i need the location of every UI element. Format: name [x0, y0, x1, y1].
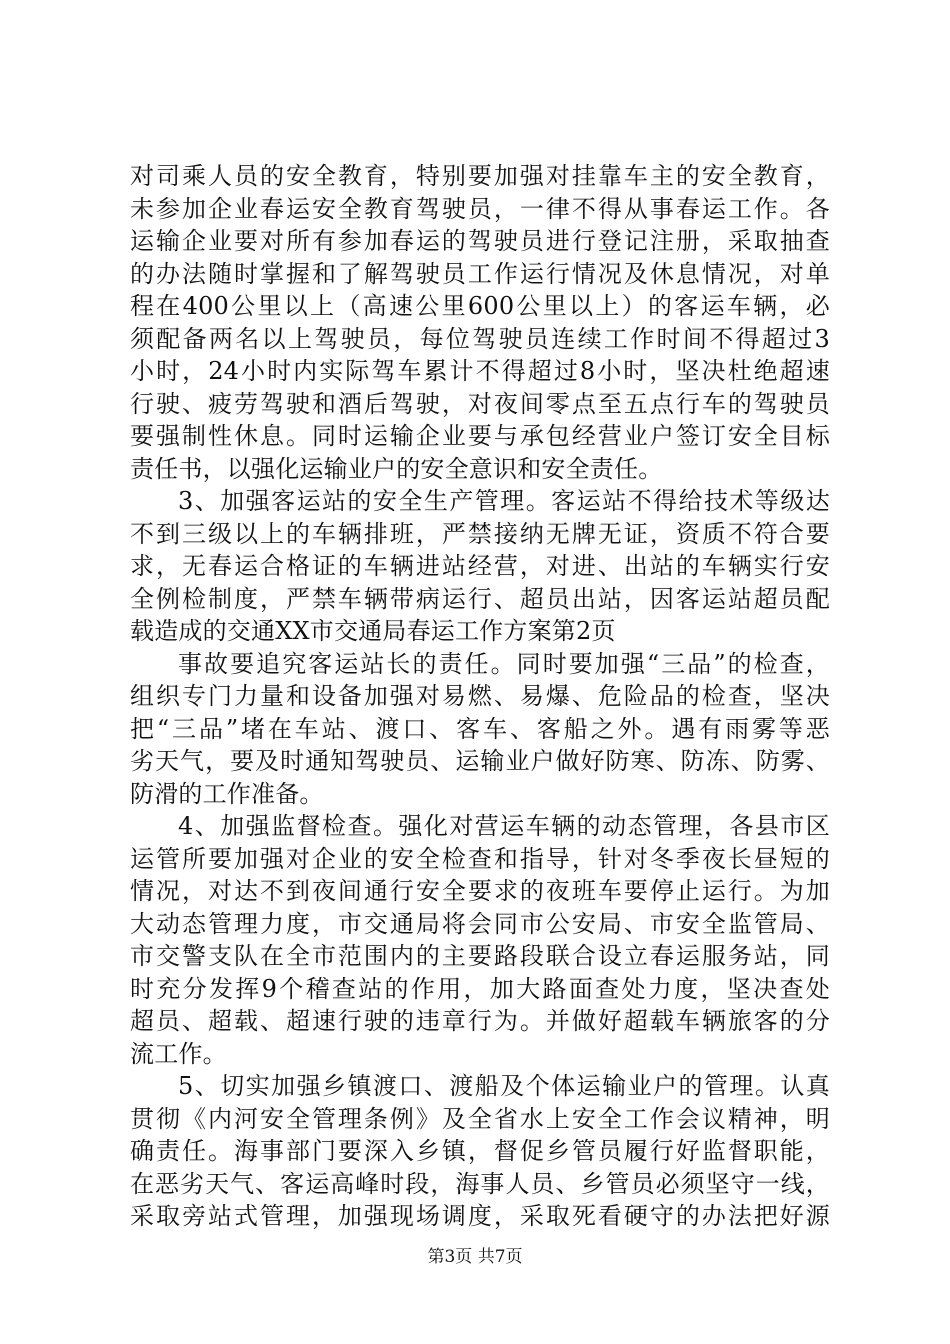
text-line: 全例检制度，严禁车辆带病运行、超员出站，因客运站超员配	[130, 584, 830, 613]
text-line: 市交警支队在全市范围内的主要路段联合设立春运服务站，同	[130, 942, 830, 970]
text-line: 劣天气，要及时通知驾驶员、运输业户做好防寒、防冻、防雾、	[130, 747, 830, 775]
paragraph-start-line: 5、切实加强乡镇渡口、渡船及个体运输业户的管理。认真	[178, 1072, 830, 1100]
text-line: 情况，对达不到夜间通行安全要求的夜班车要停止运行。为加	[130, 877, 830, 905]
page-number-footer: 第3页 共7页	[427, 1247, 523, 1267]
text-line: 要强制性休息。同时运输企业要与承包经营业户签订安全目标	[130, 422, 830, 450]
text-line: 超员、超载、超速行驶的违章行为。并做好超载车辆旅客的分	[130, 1007, 830, 1035]
text-line: 防滑的工作准备。	[130, 779, 324, 808]
text-line: 不到三级以上的车辆排班，严禁接纳无牌无证，资质不符合要	[130, 519, 830, 548]
paragraph-start-line: 3、加强客运站的安全生产管理。客运站不得给技术等级达	[178, 487, 830, 515]
text-line: 确责任。海事部门要深入乡镇，督促乡管员履行好监督职能，	[130, 1137, 830, 1165]
text-line: 时充分发挥9个稽查站的作用，加大路面查处力度，坚决查处	[130, 974, 830, 1003]
text-line: 小时，24小时内实际驾车累计不得超过8小时，坚决杜绝超速	[130, 357, 830, 385]
text-line: 运输企业要对所有参加春运的驾驶员进行登记注册，采取抽查	[130, 227, 830, 255]
text-line: 求，无春运合格证的车辆进站经营，对进、出站的车辆实行安	[130, 552, 830, 580]
text-line: 运管所要加强对企业的安全检查和指导，针对冬季夜长昼短的	[130, 844, 830, 873]
document-body	[130, 160, 830, 1233]
paragraph-start-line: 事故要追究客运站长的责任。同时要加强“三品”的检查，	[178, 649, 830, 678]
text-line: 组织专门力量和设备加强对易燃、易爆、危险品的检查，坚决	[130, 682, 830, 710]
text-line: 在恶劣天气、客运高峰时段，海事人员、乡管员必须坚守一线，	[130, 1169, 830, 1198]
text-line: 流工作。	[130, 1039, 227, 1068]
text-line: 未参加企业春运安全教育驾驶员，一律不得从事春运工作。各	[130, 194, 830, 223]
text-line: 贯彻《内河安全管理条例》及全省水上安全工作会议精神，明	[130, 1104, 830, 1133]
text-line: 采取旁站式管理，加强现场调度，采取死看硬守的办法把好源	[130, 1202, 830, 1230]
text-line: 大动态管理力度，市交通局将会同市公安局、市安全监管局、	[130, 909, 830, 938]
text-line: 须配备两名以上驾驶员，每位驾驶员连续工作时间不得超过3	[130, 324, 830, 353]
text-line: 的办法随时掌握和了解驾驶员工作运行情况及休息情况，对单	[130, 259, 830, 288]
text-line: 对司乘人员的安全教育，特别要加强对挂靠车主的安全教育，	[130, 162, 830, 190]
text-line: 程在400公里以上（高速公里600公里以上）的客运车辆，必	[130, 292, 830, 320]
text-line: 载造成的交通XX市交通局春运工作方案第2页	[130, 617, 616, 645]
text-line: 责任书，以强化运输业户的安全意识和安全责任。	[130, 454, 663, 483]
text-line: 行驶、疲劳驾驶和酒后驾驶，对夜间零点至五点行车的驾驶员	[130, 389, 830, 418]
paragraph-start-line: 4、加强监督检查。强化对营运车辆的动态管理，各县市区	[178, 812, 830, 840]
text-line: 把“三品”堵在车站、渡口、客车、客船之外。遇有雨雾等恶	[130, 714, 830, 743]
